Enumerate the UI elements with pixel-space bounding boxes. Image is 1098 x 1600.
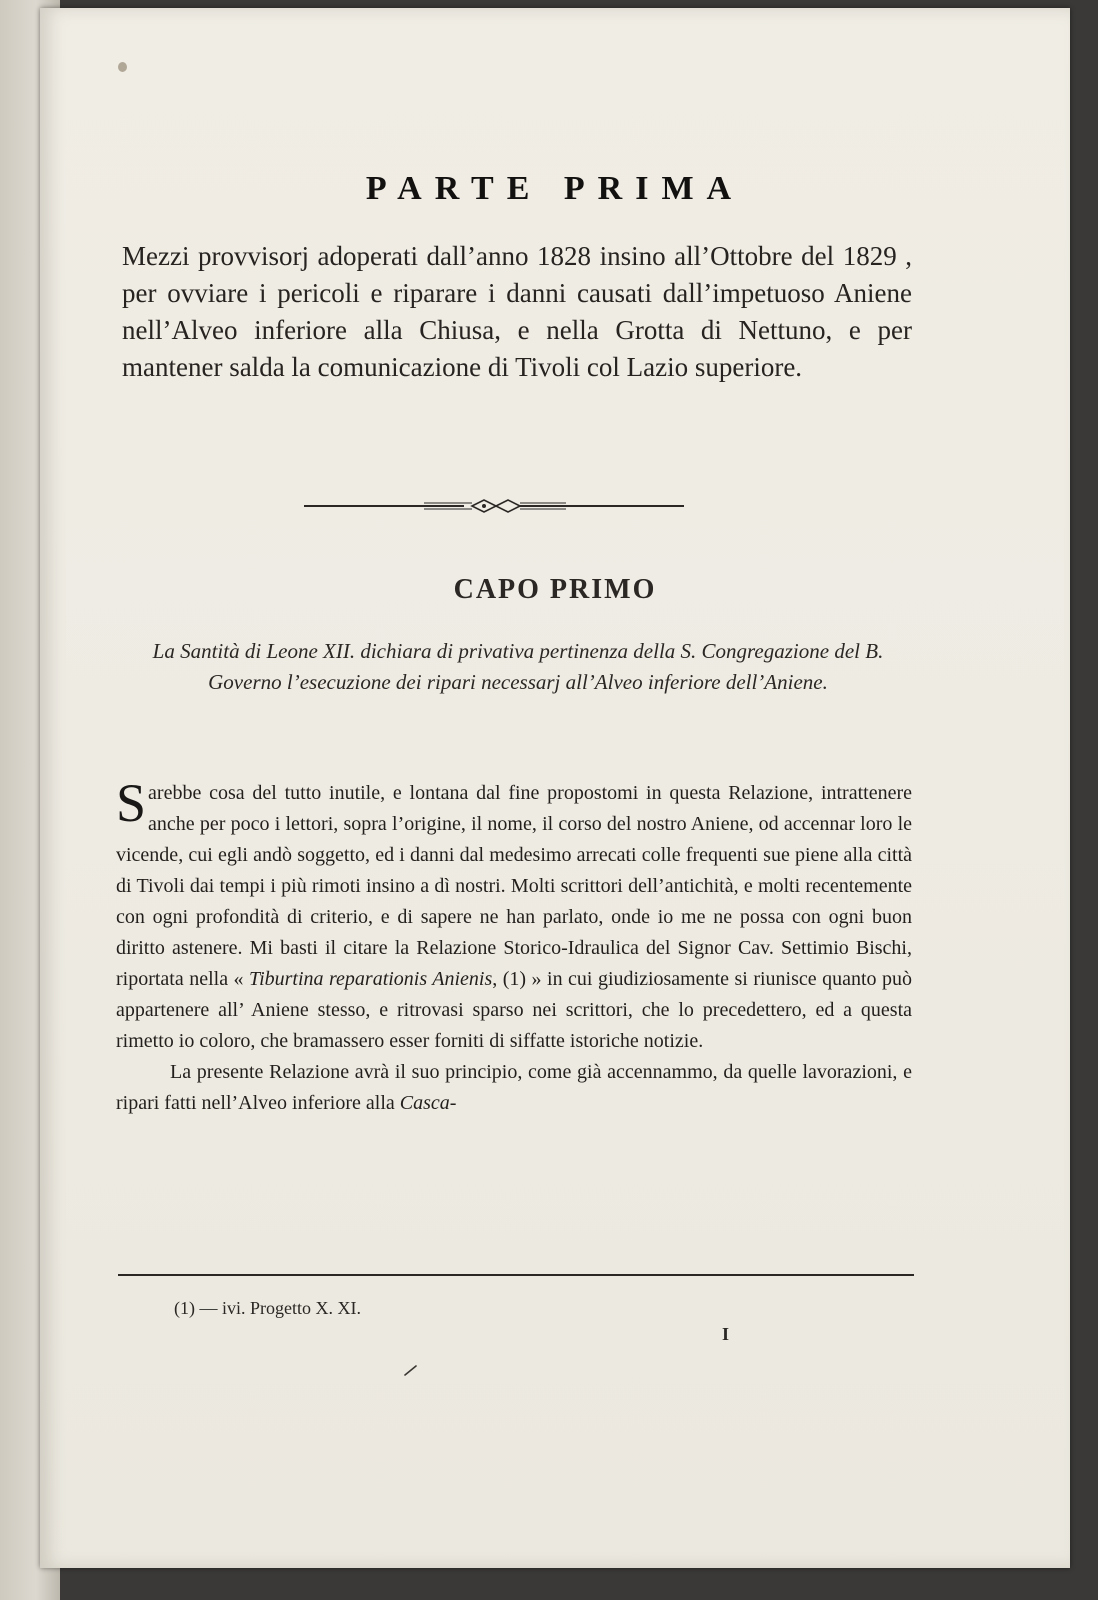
italic-word: Casca- (399, 1092, 457, 1114)
footnote: (1) — ivi. Progetto X. XI. (174, 1298, 361, 1318)
ornamental-divider (304, 496, 684, 516)
footnote-rule (118, 1274, 914, 1276)
body-text (116, 773, 913, 1119)
pen-mark-icon (404, 1364, 418, 1376)
paragraph-2-text: La presente Relazione avrà il suo principio, come già accennammo, da quelle lavorazioni, e ripari fatti nell’Alveo inferiore alla (116, 1061, 912, 1114)
part-subtitle: Mezzi provvisorj adoperati dall’anno 1828 insino all’Ottobre del 1829 , per ovviare i pericoli e riparare i danni causati dall’impetuoso Aniene nell’Alveo inferiore alla Chiusa, e nella Grotta di Nettuno, e per mantener salda la comunicazione di Tivoli col Lazio superiore. (122, 241, 912, 382)
footnote-reference: , (1) » (492, 968, 542, 990)
paragraph-1-text: arebbe cosa del tutto inutile, e lontana dal fine propostomi in questa Relazione, intrattenere anche per poco i lettori, sopra l’origine, il nome, il corso del nostro Aniene, od accennar loro le vicende, cui egli andò soggetto, ed i danni dal medesimo arrecati colle frequenti sue piene alla città di Tivoli dai tempi i più rimoti insino a dì nostri. Molti scrittori dell’antichità, e molti recentemente con ogni profondità di criterio, e di sapere ne han parlato, onde io me ne possa con ogni buon diritto astenere. Mi basti il citare la Relazione Storico-Idraulica del Signor Cav. Settimio Bischi, riportata nella « (116, 782, 912, 990)
chapter-title: CAPO PRIMO (453, 574, 657, 605)
italic-title: Tiburtina reparationis Anienis (249, 968, 493, 990)
book-page (40, 8, 1070, 1568)
drop-cap: S (116, 773, 147, 833)
paragraph-1 (116, 773, 913, 1057)
part-title: PARTE PRIMA (365, 170, 745, 207)
paragraph-2 (116, 1057, 912, 1119)
chapter-summary: La Santità di Leone XII. dichiara di privativa pertinenza della S. Congregazione del B. Governo l’esecuzione dei ripari necessarj all’Alveo inferiore dell’Aniene. (152, 639, 884, 694)
page-number: I (722, 1324, 730, 1344)
paper-stain (118, 62, 127, 72)
paragraph-1-continuation: in cui giudiziosamente si riunisce quanto può appartenere all’ Aniene stesso, e ritrovasi sparso nei scrittori, che lo precedettero, ed a questa rimetto io coloro, che bramassero esser forniti di siffatte istoriche notizie. (116, 968, 913, 1052)
